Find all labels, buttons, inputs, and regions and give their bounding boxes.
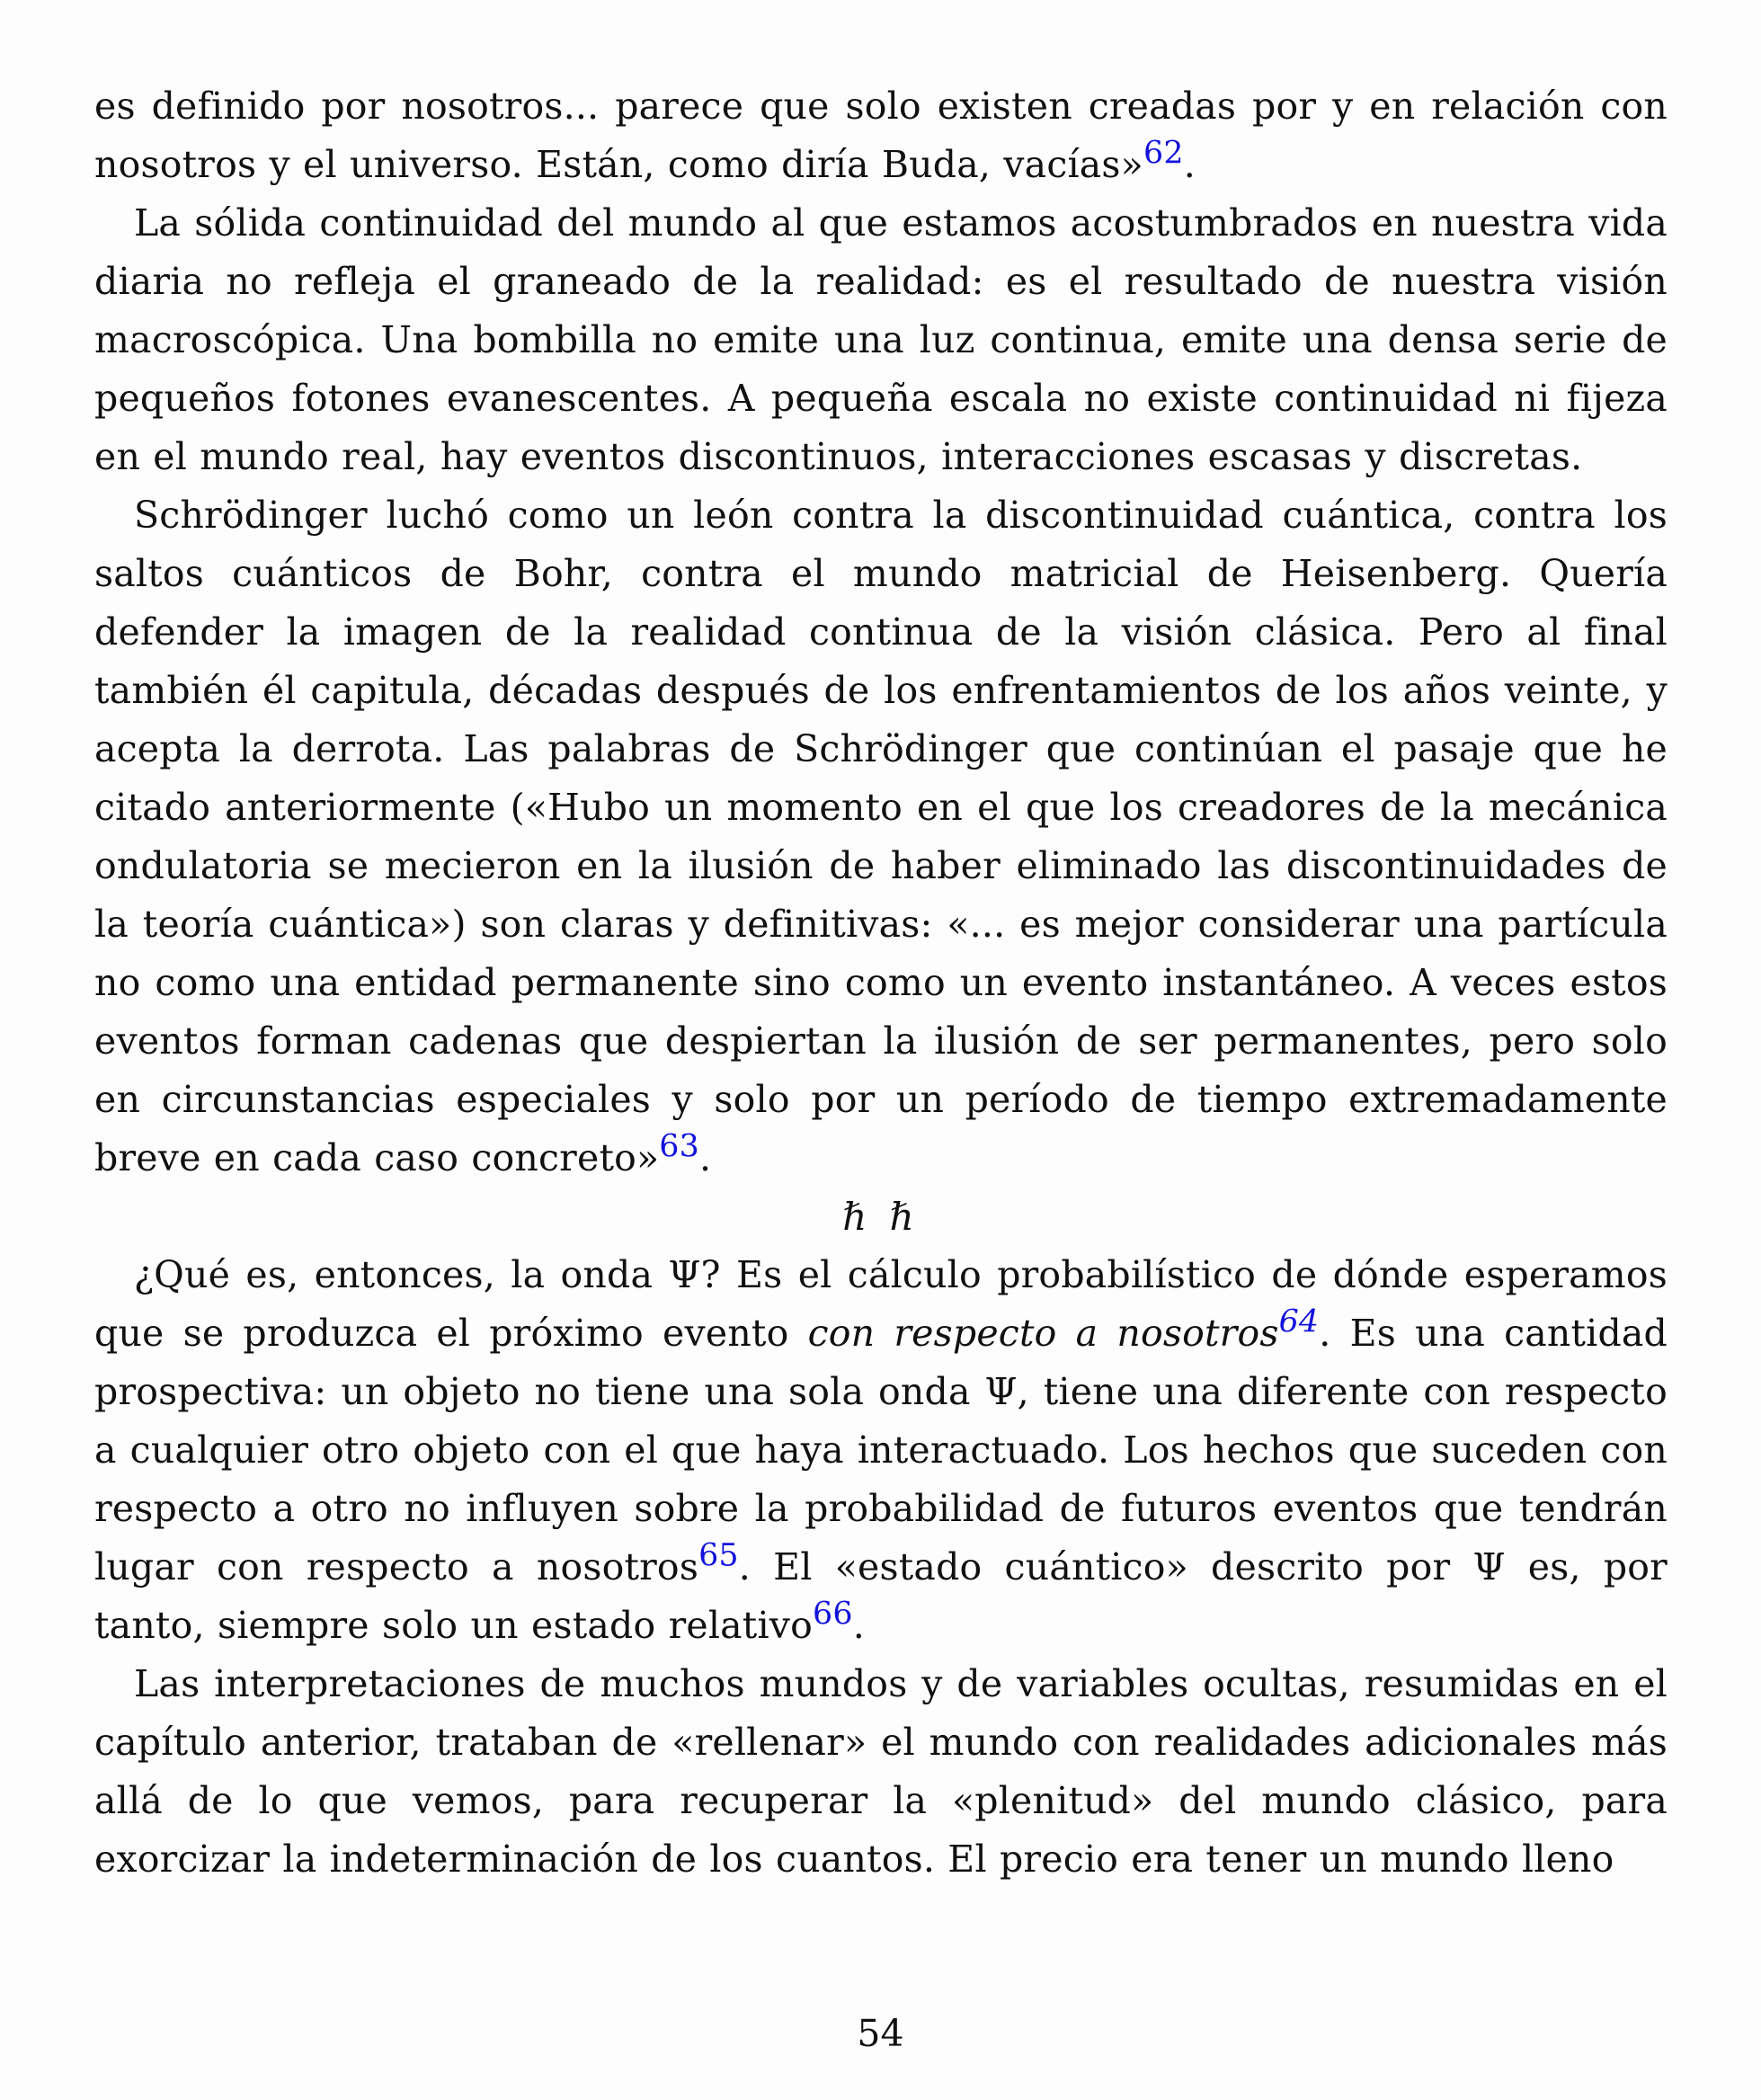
body-text: . El «estado cuántico» descrito por Ψ es, por tanto, siempre solo un estado relativo [94, 1545, 1668, 1647]
body-text: es definido por nosotros... parece que solo existen creadas por y en relación con nosotros y el universo. Están, como diría Buda, vacías» [94, 85, 1668, 186]
body-text: . [1183, 143, 1196, 186]
body-text: La sólida continuidad del mundo al que estamos acostumbrados en nuestra vida diaria no refleja el graneado de la realidad: es el resultado de nuestra visión macroscópica. Una bombilla no emite una luz continua, emite una densa serie de pequeños fotones evanescentes. A pequeña escala no existe continuidad ni fijeza en el mundo real, hay eventos discontinuos, interacciones escasas y discretas. [94, 201, 1668, 478]
footnote-ref-66[interactable]: 66 [813, 1596, 853, 1633]
footnote-ref-64[interactable]: 64 [1278, 1304, 1320, 1340]
footnote-ref-62[interactable]: 62 [1143, 135, 1184, 172]
hbar-section-separator [94, 1188, 1668, 1246]
body-text: . [852, 1604, 865, 1647]
body-text: Schrödinger luchó como un león contra la discontinuidad cuántica, contra los saltos cuánticos de Bohr, contra el mundo matricial de Heisenberg. Quería defender la imagen de la realidad continua de la visión clásica. Pero al final también él capitula, décadas después de los enfrentamientos de los años veinte, y acepta la derrota. Las palabras de Schrödinger que continúan el pasaje que he citado anteriormente («Hubo un momento en el que los creadores de la mecánica ondulatoria se mecieron en la ilusión de haber eliminado las discontinuidades de la teoría cuántica») son claras y definitivas: «... es mejor considerar una partícula no como una entidad permanente sino como un evento instantáneo. A veces estos eventos forman cadenas que despiertan la ilusión de ser permanentes, pero solo en circunstancias especiales y solo por un período de tiempo extremadamente breve en cada caso concreto» [94, 494, 1668, 1179]
body-text: . Es una cantidad prospectiva: un objeto no tiene una sola onda Ψ, tiene una diferente con respecto a cualquier otro objeto con el que haya interactuado. Los hechos que suceden con respecto a otro no influyen sobre la probabilidad de futuros eventos que tendrán lugar con respecto a nosotros [94, 1312, 1668, 1588]
italic-phrase: con respecto a nosotros [807, 1312, 1279, 1355]
body-text: ¿Qué es, entonces, la onda Ψ? Es el cálculo probabilístico de dónde esperamos que se produzca el próximo evento [94, 1253, 1668, 1355]
body-text: Las interpretaciones de muchos mundos y de variables ocultas, resumidas en el capítulo anterior, trataban de «rellenar» el mundo con realidades adicionales más allá de lo que vemos, para recuperar la «plenitud» del mundo clásico, para exorcizar la indeterminación de los cuantos. El precio era tener un mundo lleno [94, 1662, 1668, 1881]
paragraph-continuation [94, 77, 1668, 194]
footnote-ref-65[interactable]: 65 [698, 1537, 739, 1574]
page-number: 54 [857, 2012, 904, 2055]
paragraph-continuity-of-world [94, 194, 1668, 486]
paragraph-schrodinger [94, 486, 1668, 1188]
hbar-symbols: ℏ ℏ [842, 1195, 920, 1239]
paragraph-psi-wave [94, 1246, 1668, 1655]
body-text: . [699, 1136, 712, 1179]
paragraph-interpretations [94, 1655, 1668, 1889]
footnote-ref-63[interactable]: 63 [659, 1128, 700, 1165]
